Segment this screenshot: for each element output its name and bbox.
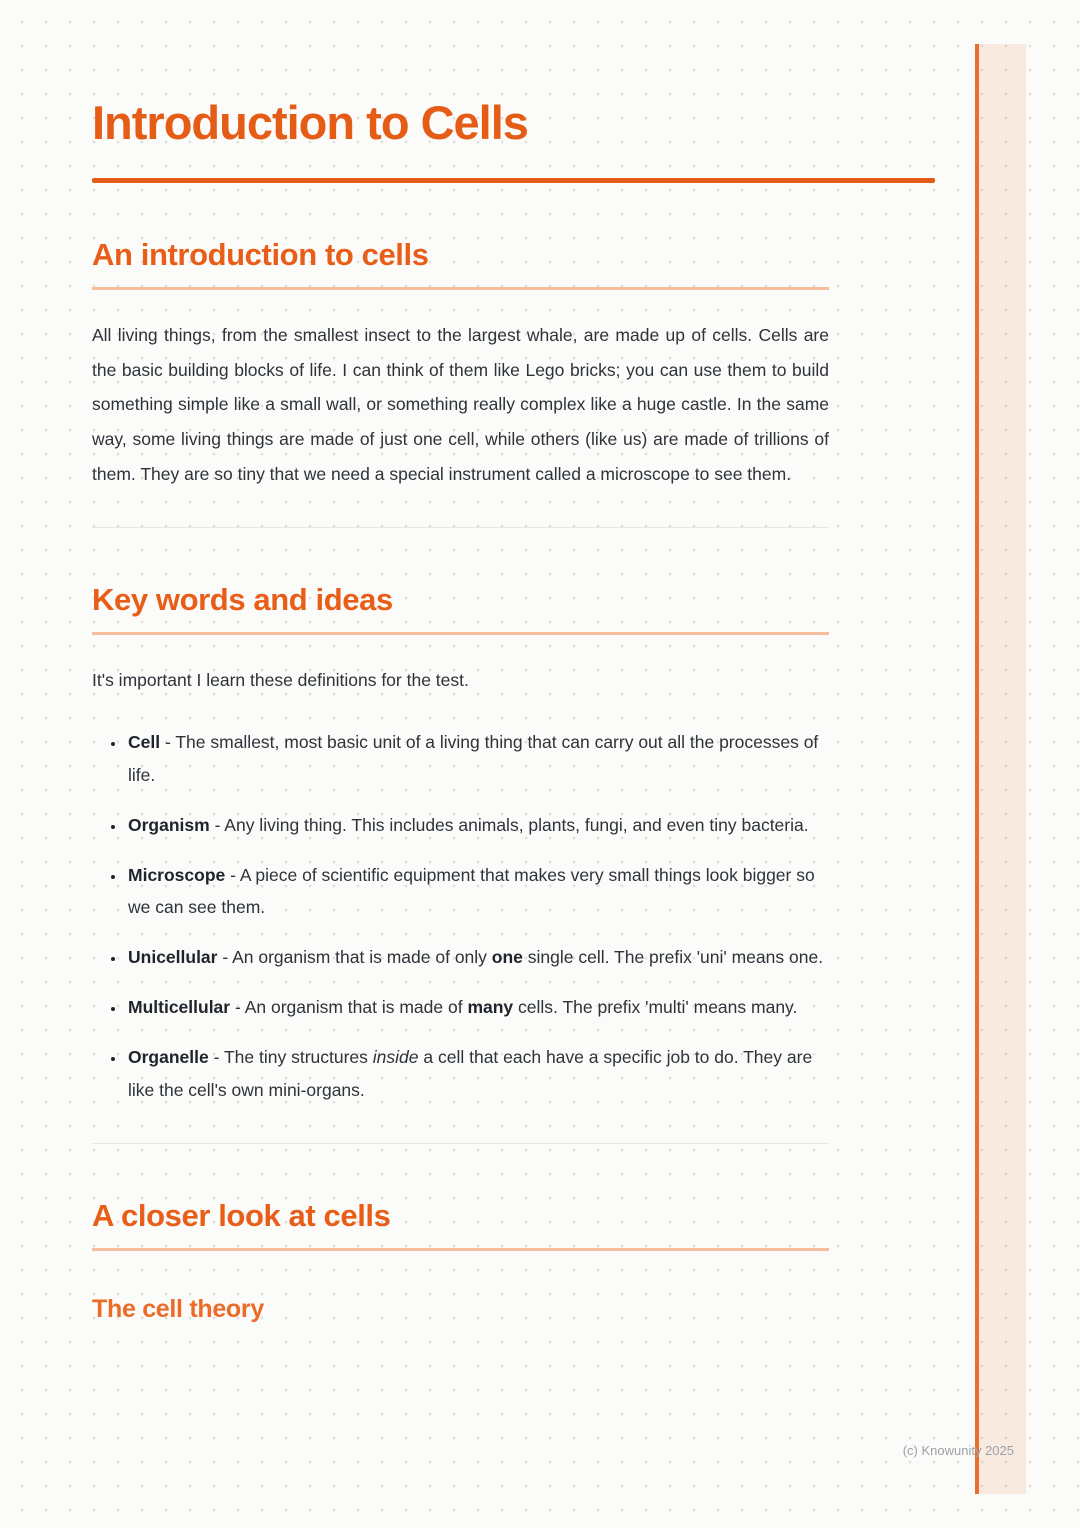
keyword-item bbox=[126, 941, 829, 974]
keyword-term: Unicellular bbox=[128, 947, 218, 968]
keyword-definition-text: - A piece of scientific equipment that makes very small things look bigger so we can see them. bbox=[128, 864, 815, 918]
keyword-definition-text: - The smallest, most basic unit of a living thing that can carry out all the processes of life. bbox=[128, 731, 819, 785]
copyright-footer: (c) Knowunity 2025 bbox=[902, 1443, 1014, 1458]
keyword-term: Organelle bbox=[128, 1047, 209, 1068]
subsection-heading-cell-theory: The cell theory bbox=[92, 1294, 264, 1323]
keyword-definition-text: cells. The prefix 'multi' means many. bbox=[513, 997, 798, 1018]
keyword-definition-text: a cell that each have a specific job to do. They are like the cell's own mini-organs. bbox=[128, 1047, 813, 1101]
keyword-item bbox=[126, 726, 829, 792]
section-heading-keywords: Key words and ideas bbox=[92, 582, 829, 635]
section-heading-introduction: An introduction to cells bbox=[92, 237, 829, 290]
keyword-definition-text: single cell. The prefix 'uni' means one. bbox=[522, 947, 824, 968]
keyword-term: many bbox=[467, 997, 514, 1018]
keyword-term: Organism bbox=[128, 814, 210, 835]
keyword-term: Microscope bbox=[128, 864, 226, 885]
section-keywords bbox=[92, 582, 829, 1107]
page-title: Introduction to Cells bbox=[92, 96, 528, 149]
section-divider bbox=[92, 527, 829, 528]
introduction-paragraph: All living things, from the smallest insect to the largest whale, are made up of cells. Cells are the basic building blocks of life. I can think of them like Lego bricks; you can use them to build something simple like a small wall, or something really complex like a huge castle. In the same way, some living things are made of just one cell, while others (like us) are made of trillions of them. They are so tiny that we need a special instrument called a microscope to see them. bbox=[92, 325, 829, 484]
right-accent-band bbox=[975, 44, 1026, 1494]
keyword-definition-text: - An organism that is made of bbox=[230, 997, 468, 1018]
section-divider bbox=[92, 1143, 829, 1144]
keyword-definition-text: - An organism that is made of only bbox=[217, 947, 492, 968]
keyword-item bbox=[126, 1041, 829, 1107]
keyword-definition-text: - The tiny structures bbox=[208, 1047, 373, 1068]
title-underline-rule bbox=[92, 178, 935, 183]
keyword-term: one bbox=[491, 947, 523, 968]
section-heading-closer-look: A closer look at cells bbox=[92, 1198, 829, 1251]
keyword-term: Multicellular bbox=[128, 997, 231, 1018]
keyword-term: Cell bbox=[128, 731, 161, 752]
keyword-item bbox=[126, 991, 829, 1024]
keyword-definition-text: - Any living thing. This includes animals, plants, fungi, and even tiny bacteria. bbox=[209, 814, 809, 835]
keywords-list bbox=[92, 726, 829, 1107]
keyword-item bbox=[126, 809, 829, 842]
section-introduction bbox=[92, 237, 829, 491]
document-content bbox=[92, 0, 829, 1324]
keyword-item bbox=[126, 859, 829, 925]
keywords-intro-text: It's important I learn these definitions for the test. bbox=[92, 670, 469, 691]
keyword-definition-text: inside bbox=[372, 1047, 419, 1068]
section-closer-look bbox=[92, 1198, 829, 1324]
